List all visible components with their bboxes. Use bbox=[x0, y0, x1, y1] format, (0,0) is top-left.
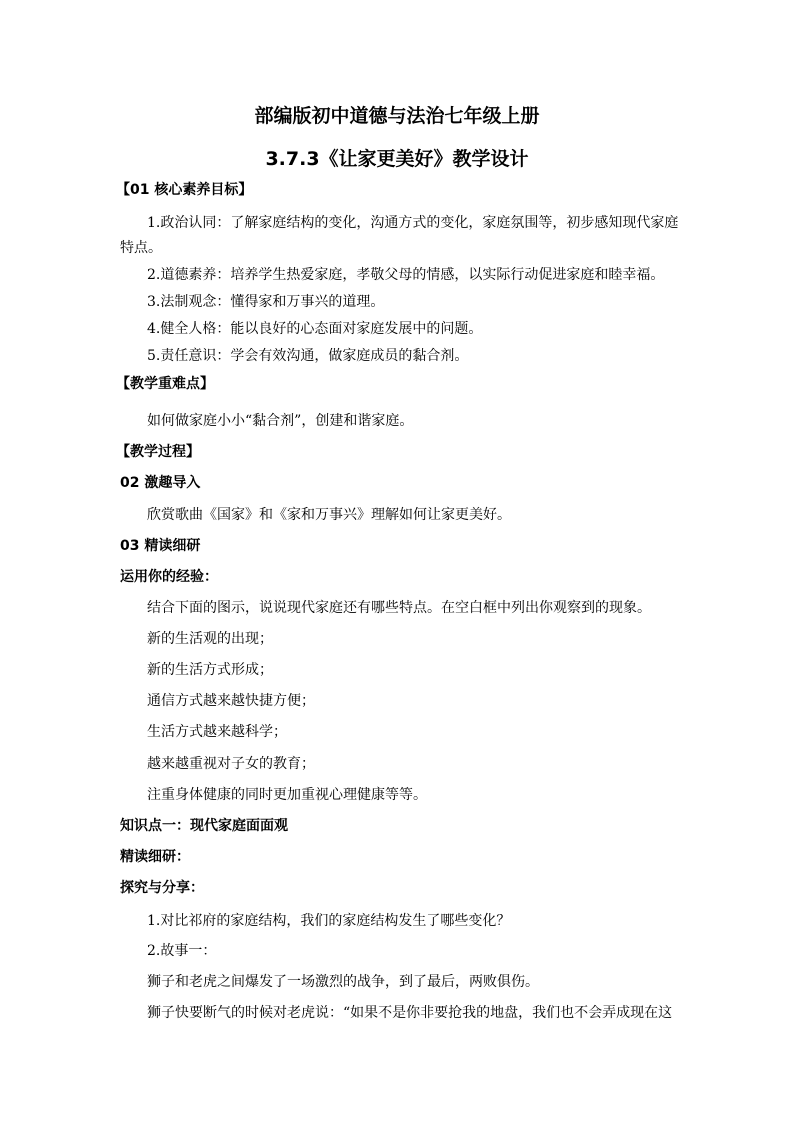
explore-heading: 探究与分享： bbox=[120, 880, 204, 896]
goals-heading: 【01 核心素养目标】 bbox=[116, 182, 253, 198]
experience-line-5: 生活方式越来越科学； bbox=[147, 724, 287, 740]
explore-line-4: 狮子快要断气的时候对老虎说：“如果不是你非要抢我的地盘，我们也不会弄成现在这 bbox=[147, 1005, 673, 1021]
key-points-text: 如何做家庭小小“黏合剂”，创建和谐家庭。 bbox=[147, 413, 414, 429]
experience-line-4: 通信方式越来越快捷方便； bbox=[147, 693, 315, 709]
goal-item-2: 2.道德素养：培养学生热爱家庭，孝敬父母的情感，以实际行动促进家庭和睦幸福。 bbox=[147, 267, 665, 283]
experience-line-7: 注重身体健康的同时更加重视心理健康等等。 bbox=[147, 787, 427, 803]
knowledge-heading: 知识点一：现代家庭面面观 bbox=[120, 818, 288, 834]
experience-line-1: 结合下面的图示，说说现代家庭还有哪些特点。在空白框中列出你观察到的现象。 bbox=[147, 600, 651, 616]
experience-line-3: 新的生活方式形成； bbox=[147, 662, 273, 678]
intro-heading: 02 激趣导入 bbox=[120, 475, 201, 491]
document-title-line2: 3.7.3《让家更美好》教学设计 bbox=[265, 148, 529, 170]
process-heading: 【教学过程】 bbox=[116, 444, 200, 460]
goal-item-1: 1.政治认同：了解家庭结构的变化，沟通方式的变化，家庭氛围等，初步感知现代家庭 bbox=[147, 215, 679, 231]
experience-heading: 运用你的经验： bbox=[120, 569, 218, 585]
experience-line-6: 越来越重视对子女的教育； bbox=[147, 756, 315, 772]
study2-heading: 精读细研： bbox=[120, 849, 190, 865]
explore-line-3: 狮子和老虎之间爆发了一场激烈的战争，到了最后，两败俱伤。 bbox=[147, 974, 539, 990]
document-title-line1: 部编版初中道德与法治七年级上册 bbox=[254, 105, 540, 127]
key-points-heading: 【教学重难点】 bbox=[116, 376, 214, 392]
experience-line-2: 新的生活观的出现； bbox=[147, 631, 273, 647]
goal-item-1-cont: 特点。 bbox=[120, 240, 162, 256]
goal-item-5: 5.责任意识：学会有效沟通，做家庭成员的黏合剂。 bbox=[147, 348, 469, 364]
goal-item-3: 3.法制观念：懂得家和万事兴的道理。 bbox=[147, 294, 385, 310]
goal-item-4: 4.健全人格：能以良好的心态面对家庭发展中的问题。 bbox=[147, 321, 483, 337]
study-heading: 03 精读细研 bbox=[120, 538, 201, 554]
explore-line-2: 2.故事一： bbox=[147, 943, 217, 959]
intro-text: 欣赏歌曲《国家》和《家和万事兴》理解如何让家更美好。 bbox=[147, 507, 511, 523]
explore-line-1: 1.对比祁府的家庭结构，我们的家庭结构发生了哪些变化？ bbox=[147, 913, 511, 929]
